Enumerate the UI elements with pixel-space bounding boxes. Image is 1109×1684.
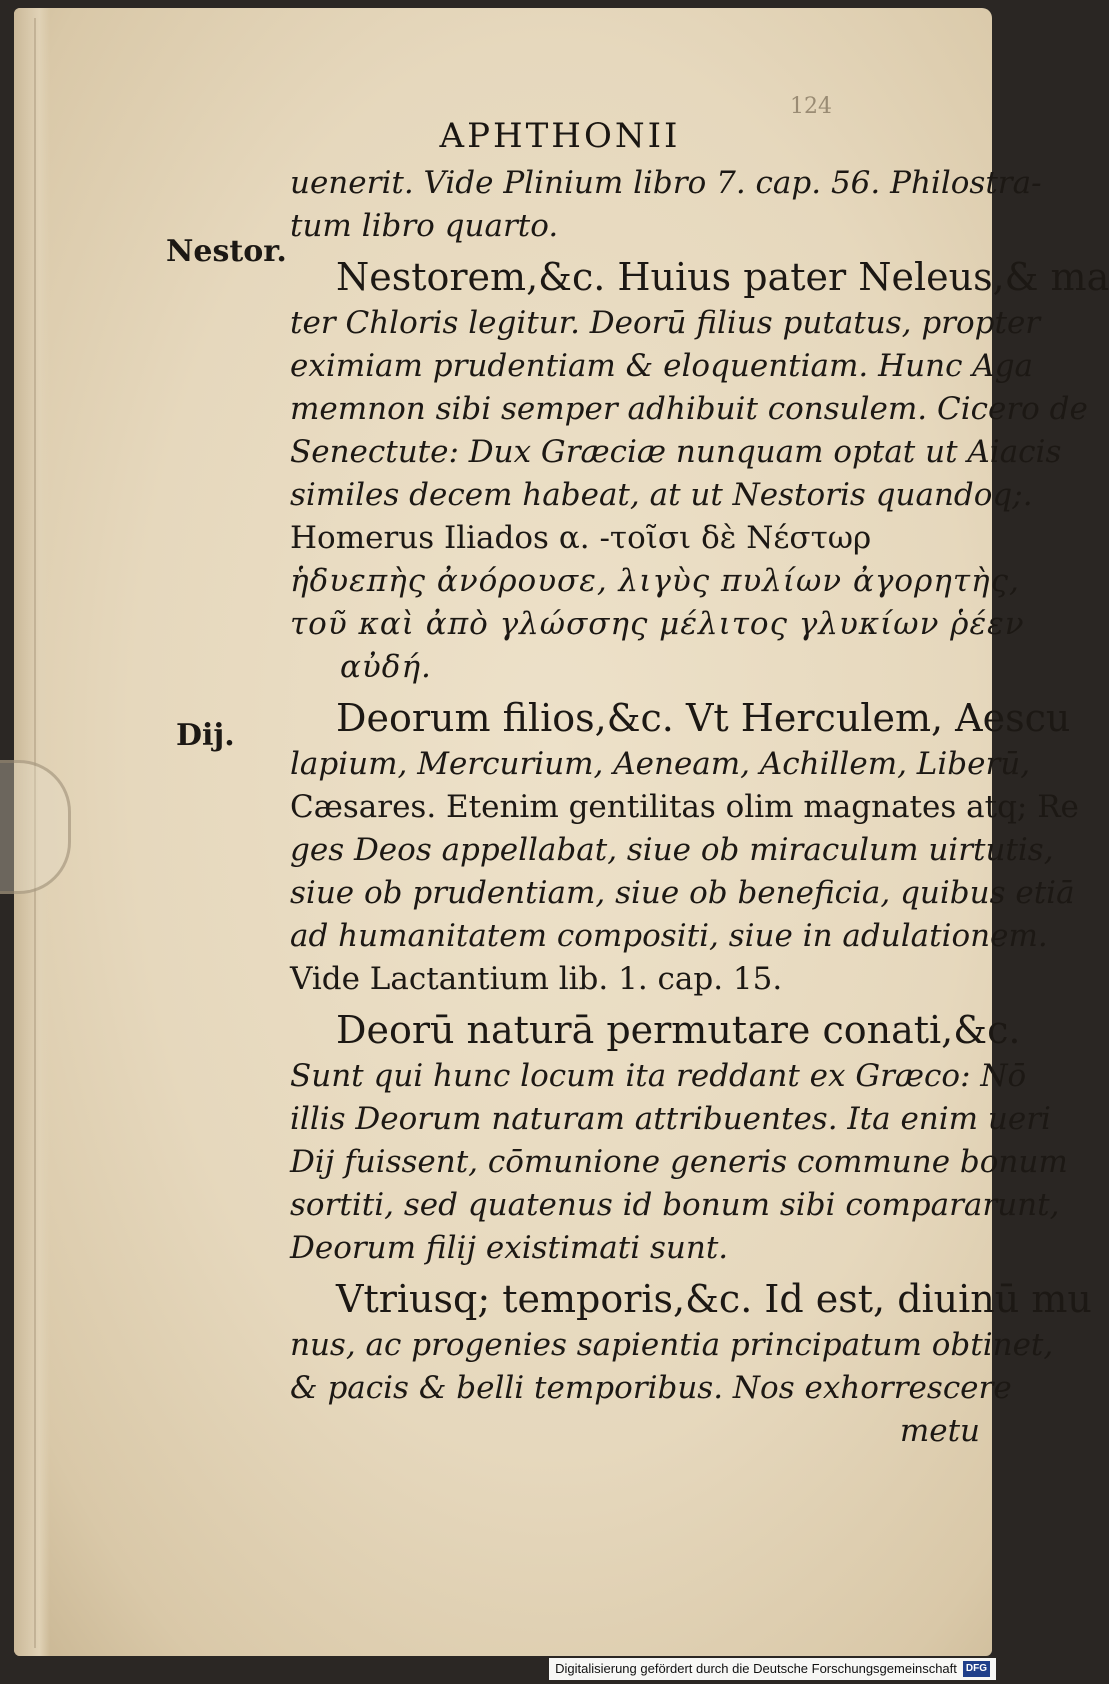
text-line-lemma (290, 1277, 1092, 1324)
text-line-lemma (290, 255, 1109, 302)
text-line: & pacis & belli temporibus. Nos exhorrescere (290, 1370, 1012, 1406)
text-line-lemma (290, 1008, 1021, 1055)
text-line: illis Deorum naturam attribuentes. Ita enim ueri (290, 1101, 1051, 1137)
greek-line: τοῦ καὶ ἀπὸ γλώσσης μέλιτος γλυκίων ῥέεν (290, 606, 1025, 642)
text-line-lemma (290, 696, 1071, 743)
greek-line: αὐδή. (340, 649, 432, 685)
text-line: Senectute: Dux Græciæ nunquam optat ut Aiacis (290, 434, 1062, 470)
dfg-logo: DFG (963, 1661, 990, 1677)
text-line: lapium, Mercurium, Aeneam, Achillem, Liberū, (290, 746, 1031, 782)
text-line: Dij fuissent, cōmunione generis commune bonum (290, 1144, 1068, 1180)
margin-note-nestor: Nestor. (166, 234, 287, 269)
text-line: nus, ac progenies sapientia principatum obtinet, (290, 1327, 1054, 1363)
lemma-text: Deorum filios,&c. Vt Herculem, Aescu (336, 696, 1071, 740)
page-number: 124 (790, 94, 832, 119)
text-line: eximiam prudentiam & eloquentiam. Hunc Aga (290, 348, 1034, 384)
lemma-text: Nestorem,&c. Huius pater Neleus,& ma (336, 255, 1109, 299)
running-head: APHTHONII (439, 116, 681, 156)
text-line: ges Deos appellabat, siue ob miraculum uirtutis, (290, 832, 1054, 868)
greek-line: ἡδυεπὴς ἀνόρουσε, λιγὺς πυλίων ἀγορητὴς, (290, 563, 1020, 599)
page-text (290, 162, 1109, 1453)
text-line: Homerus Iliados α. -τοῖσι δὲ Νέστωρ (290, 520, 872, 556)
catchword: metu (899, 1413, 980, 1449)
text-line: Sunt qui hunc locum ita reddant ex Græco: Nō (290, 1058, 1027, 1094)
margin-note-dii: Dij. (176, 718, 235, 753)
credit-text: Digitalisierung gefördert durch die Deutsche Forschungsgemeinschaft (555, 1661, 957, 1676)
text-line: siue ob prudentiam, siue ob beneficia, quibus etiā (290, 875, 1075, 911)
digitization-credit (549, 1658, 996, 1680)
text-line: memnon sibi semper adhibuit consulem. Cicero de (290, 391, 1088, 427)
text-line: Deorum filij existimati sunt. (290, 1230, 729, 1266)
text-line: ter Chloris legitur. Deorū filius putatus, propter (290, 305, 1041, 341)
text-line: Vide Lactantium lib. 1. cap. 15. (290, 961, 783, 997)
text-line: ad humanitatem compositi, siue in adulationem. (290, 918, 1048, 954)
lemma-text: Vtriusq; temporis,&c. Id est, diuinū mu (336, 1277, 1092, 1321)
text-line: tum libro quarto. (290, 208, 559, 244)
text-line: uenerit. Vide Plinium libro 7. cap. 56. Philostra- (290, 165, 1042, 201)
text-line: sortiti, sed quatenus id bonum sibi compararunt, (290, 1187, 1060, 1223)
text-line: similes decem habeat, at ut Nestoris quandoq;. (290, 477, 1033, 513)
lemma-text: Deorū naturā permutare conati,&c. (336, 1008, 1021, 1052)
text-line: Cæsares. Etenim gentilitas olim magnates atq; Re (290, 789, 1079, 825)
